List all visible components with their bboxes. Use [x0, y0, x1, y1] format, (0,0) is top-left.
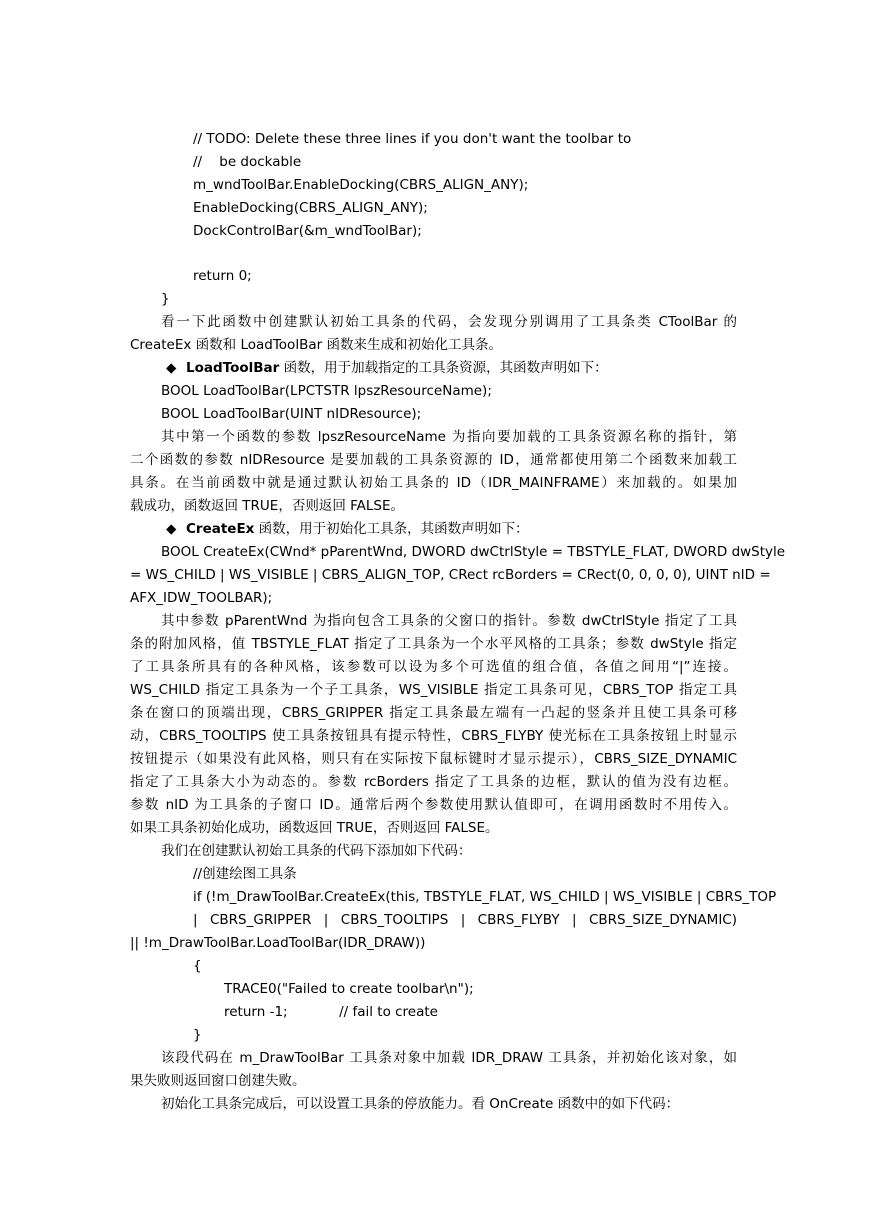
- code-line: // be dockable: [193, 154, 302, 170]
- declaration-line: BOOL CreateEx(CWnd* pParentWnd, DWORD dwCtrlStyle = TBSTYLE_FLAT, DWORD dwStyle: [161, 544, 786, 560]
- function-name: LoadToolBar: [186, 360, 280, 376]
- code-line: return 0;: [193, 268, 252, 284]
- paragraph-line: WS_CHILD 指定工具条为一个子工具条，WS_VISIBLE 指定工具条可见，CBRS_TOP 指定工具: [130, 682, 737, 698]
- bullet-item-createex: [166, 519, 529, 539]
- paragraph-line: 条的附加风格，值 TBSTYLE_FLAT 指定了工具条为一个水平风格的工具条；参数 dwStyle 指定: [130, 636, 737, 652]
- code-line: return -1; // fail to create: [224, 1004, 438, 1020]
- code-line: || !m_DrawToolBar.LoadToolBar(IDR_DRAW)): [130, 935, 426, 951]
- paragraph-line: 看一下此函数中创建默认初始工具条的代码，会发现分别调用了工具条类 CToolBar 的: [161, 314, 737, 330]
- code-line: EnableDocking(CBRS_ALIGN_ANY);: [193, 200, 428, 216]
- paragraph-line: 我们在创建默认初始工具条的代码下添加如下代码：: [161, 843, 472, 859]
- code-line: m_wndToolBar.EnableDocking(CBRS_ALIGN_ANY);: [193, 177, 529, 193]
- declaration-line: AFX_IDW_TOOLBAR);: [130, 590, 273, 606]
- bullet-item-loadtoolbar: [166, 358, 608, 378]
- code-comment: //创建绘图工具条: [193, 866, 297, 882]
- code-line: if (!m_DrawToolBar.CreateEx(this, TBSTYLE_FLAT, WS_CHILD | WS_VISIBLE | CBRS_TOP: [193, 889, 777, 905]
- bullet-text: 函数，用于初始化工具条，其函数声明如下：: [254, 521, 529, 537]
- paragraph-line: 条在窗口的顶端出现，CBRS_GRIPPER 指定工具条最左端有一凸起的竖条并且使工具条可移: [130, 705, 737, 721]
- declaration-line: BOOL LoadToolBar(LPCTSTR lpszResourceName);: [161, 383, 492, 399]
- paragraph-line: CreateEx 函数和 LoadToolBar 函数来生成和初始化工具条。: [130, 337, 502, 353]
- bullet-text: 函数，用于加载指定的工具条资源，其函数声明如下：: [279, 360, 608, 376]
- paragraph-line: 了工具条所具有的各种风格，该参数可以设为多个可选值的组合值，各值之间用“|”连接。: [130, 659, 737, 675]
- paragraph-line: 其中第一个函数的参数 lpszResourceName 为指向要加载的工具条资源名称的指针，第: [161, 429, 737, 445]
- paragraph-line: 载成功，函数返回 TRUE，否则返回 FALSE。: [130, 498, 405, 514]
- paragraph-line: 指定了工具条大小为动态的。参数 rcBorders 指定了工具条的边框，默认的值为没有边框。: [130, 774, 737, 790]
- diamond-bullet-icon: ◆: [166, 521, 177, 537]
- paragraph-line: 动，CBRS_TOOLTIPS 使工具条按钮具有提示特性，CBRS_FLYBY 使光标在工具条按钮上时显示: [130, 728, 737, 744]
- code-line: }: [193, 1027, 202, 1043]
- paragraph-line: 其中参数 pParentWnd 为指向包含工具条的父窗口的指针。参数 dwCtrlStyle 指定了工具: [161, 613, 737, 629]
- function-name: CreateEx: [186, 521, 255, 537]
- code-line: DockControlBar(&m_wndToolBar);: [193, 223, 422, 239]
- declaration-line: BOOL LoadToolBar(UINT nIDResource);: [161, 406, 422, 422]
- diamond-bullet-icon: ◆: [166, 360, 177, 376]
- code-line: }: [161, 291, 170, 307]
- code-line: | CBRS_GRIPPER | CBRS_TOOLTIPS | CBRS_FLYBY | CBRS_SIZE_DYNAMIC): [193, 912, 737, 928]
- code-line: // TODO: Delete these three lines if you don't want the toolbar to: [193, 131, 632, 147]
- paragraph-line: 该段代码在 m_DrawToolBar 工具条对象中加载 IDR_DRAW 工具条，并初始化该对象，如: [161, 1050, 737, 1066]
- paragraph-line: 初始化工具条完成后，可以设置工具条的停放能力。看 OnCreate 函数中的如下代码：: [161, 1096, 680, 1112]
- paragraph-line: 具条。在当前函数中就是通过默认初始工具条的 ID（IDR_MAINFRAME）来加载的。如果加: [130, 475, 737, 491]
- paragraph-line: 如果工具条初始化成功，函数返回 TRUE，否则返回 FALSE。: [130, 820, 499, 836]
- paragraph-line: 按钮提示（如果没有此风格，则只有在实际按下鼠标键时才显示提示），CBRS_SIZE_DYNAMIC: [130, 751, 737, 767]
- declaration-line: = WS_CHILD | WS_VISIBLE | CBRS_ALIGN_TOP, CRect rcBorders = CRect(0, 0, 0, 0), UINT nID =: [130, 567, 771, 583]
- code-line: {: [193, 958, 202, 974]
- paragraph-line: 参数 nID 为工具条的子窗口 ID。通常后两个参数使用默认值即可，在调用函数时不用传入。: [130, 797, 737, 813]
- paragraph-line: 二个函数的参数 nIDResource 是要加载的工具条资源的 ID，通常都使用第二个函数来加载工: [130, 452, 737, 468]
- paragraph-line: 果失败则返回窗口创建失败。: [130, 1073, 306, 1089]
- code-line: TRACE0("Failed to create toolbar\n");: [224, 981, 474, 997]
